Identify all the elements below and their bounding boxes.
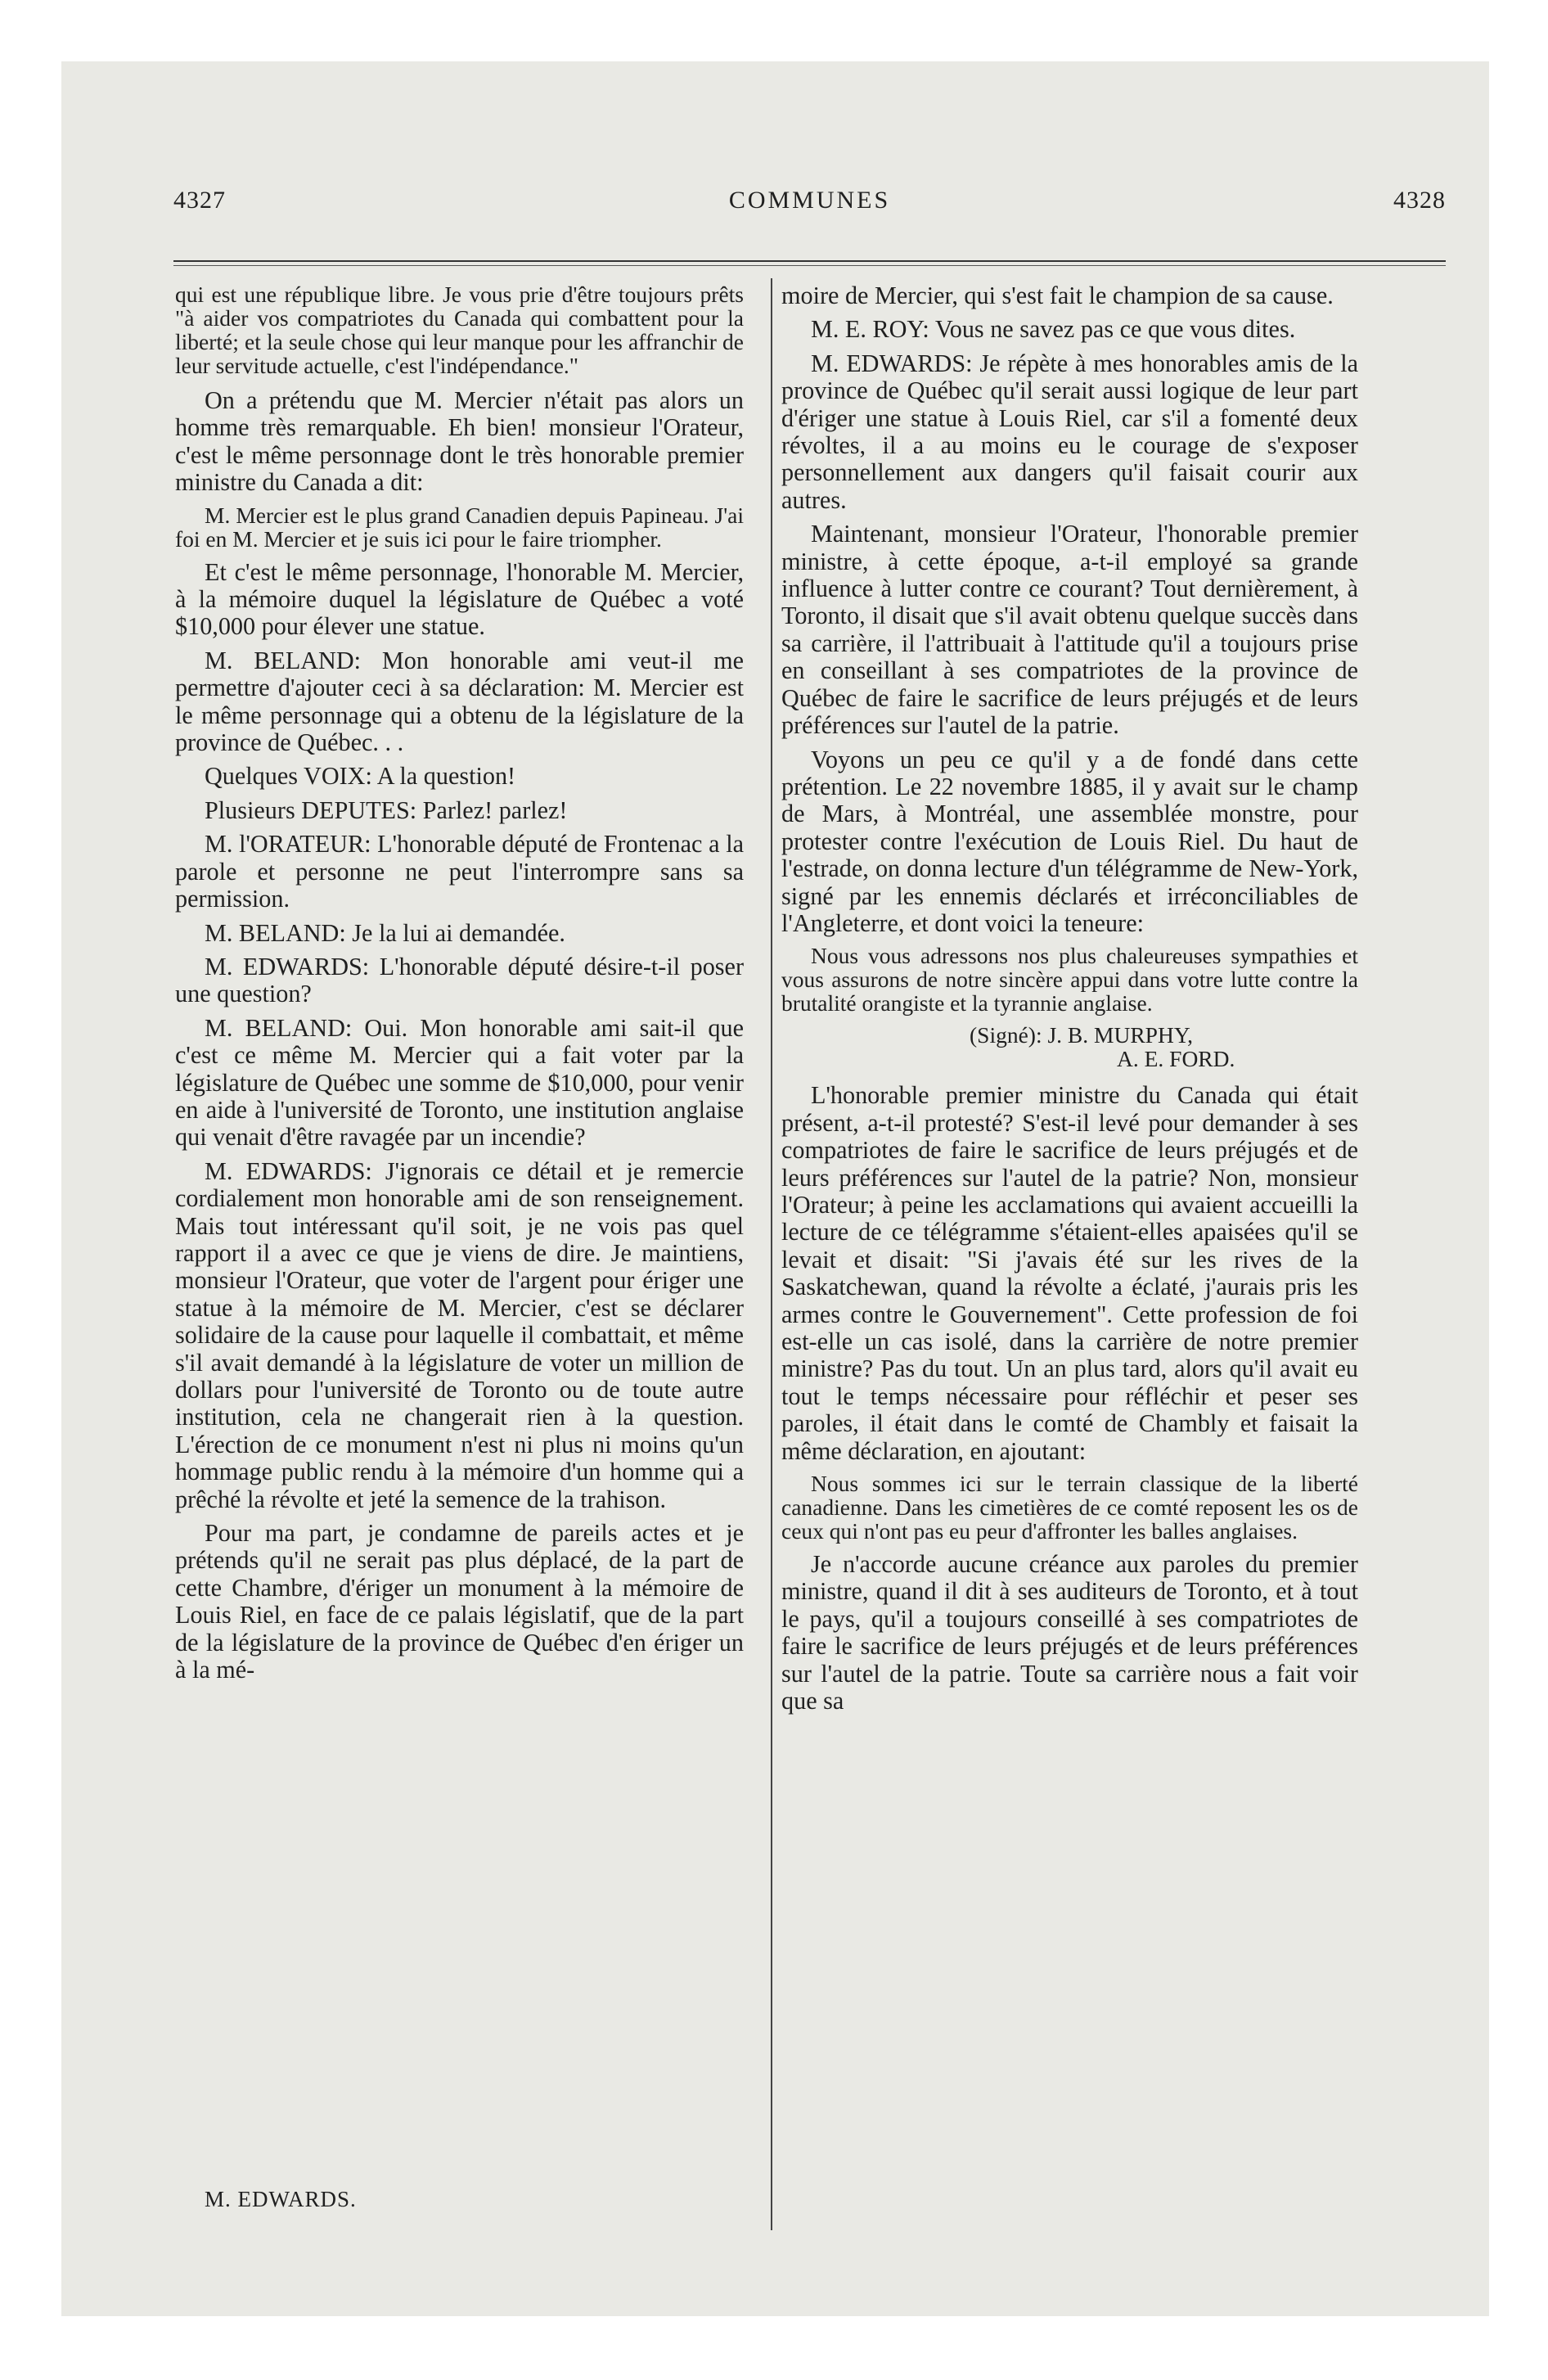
paragraph: Pour ma part, je condamne de pareils actes et je prétends qu'il ne serait pas plus déplacé, de la part de cette Chambre, d'ériger un monument à la mémoire de Louis Riel, en face de ce palais législatif, que de la part de la législature de la province de Québec d'en ériger un à la mé- — [175, 1519, 744, 1684]
page-number-right: 4328 — [1393, 187, 1446, 214]
paragraph: L'honorable premier ministre du Canada qui était présent, a-t-il protesté? S'est-il levé pour demander à ses compatriotes de faire le sacrifice de leurs préjugés et de leurs préférences sur l'autel de la patrie? Non, monsieur l'Orateur; à peine les acclamations qui avaient accueilli la lecture de ce télégramme s'étaient-elles apaisées qu'il se levait et disait: "Si j'avais été sur les rives de la Saskatchewan, quand la révolte a éclaté, j'aurais pris les armes contre le Gouvernement". Cette profession de foi est-elle un cas isolé, dans la carrière de notre premier ministre? Pas du tout. Un an plus tard, alors qu'il avait eu tout le temps nécessaire pour réfléchir et peser ses paroles, il était dans le comté de Chambly et faisait la même déclaration, en ajoutant: — [781, 1081, 1358, 1465]
paragraph: Maintenant, monsieur l'Orateur, l'honorable premier ministre, à cette époque, a-t-il employé sa grande influence à lutter contre ce courant? Tout dernièrement, à Toronto, il disait que s'il avait obtenu quelque succès dans sa carrière, il l'attribuait à l'attitude qu'il a toujours prise en conseillant à ses compatriotes de la province de Québec de faire le sacrifice de leurs préjugés et de leurs préférences sur l'autel de la patrie. — [781, 520, 1358, 740]
page-header — [173, 187, 1446, 228]
paragraph: Quelques VOIX: A la question! — [205, 762, 516, 791]
continued-speaker: M. EDWARDS. — [205, 2187, 357, 2211]
paragraph: On a prétendu que M. Mercier n'était pas alors un homme très remarquable. Eh bien! monsieur l'Orateur, c'est le même personnage dont le très honorable premier ministre du Canada a dit: — [175, 386, 744, 497]
paragraph: M. EDWARDS: L'honorable député désire-t-il poser une question? — [175, 952, 744, 1008]
signature-line: A. E. FORD. — [1117, 1046, 1235, 1072]
block-quote: Nous vous adressons nos plus chaleureuses sympathies et vous assurons de notre sincère appui dans votre lutte contre la brutalité orangiste et la tyrannie anglaise. — [781, 943, 1358, 1016]
paragraph: Je n'accorde aucune créance aux paroles du premier ministre, quand il dit à ses auditeurs de Toronto, et à tout le pays, qu'il a toujours conseillé à ses compatriotes de faire le sacrifice de leurs préjugés et de leurs préférences sur l'autel de la patrie. Toute sa carrière nous a fait voir que sa — [781, 1550, 1358, 1715]
paragraph: M. BELAND: Oui. Mon honorable ami sait-il que c'est ce même M. Mercier qui a fait voter par la législature de Québec une somme de $10,000, pour venir en aide à l'université de Toronto, une institution anglaise qui venait d'être ravagée par un incendie? — [175, 1013, 744, 1152]
paragraph: qui est une république libre. Je vous prie d'être toujours prêts "à aider vos compatriotes du Canada qui combattent pour la liberté; et la seule chose qui leur manque pour les affranchir de leur servitude actuelle, c'est l'indépendance." — [175, 282, 744, 378]
paragraph: M. EDWARDS: J'ignorais ce détail et je remercie cordialement mon honorable ami de son renseignement. Mais tout intéressant qu'il soit, je ne vois pas quel rapport il a avec ce que je viens de dire. Je maintiens, monsieur l'Orateur, que voter de l'argent pour ériger une statue à la mémoire de M. Mercier, c'est se déclarer solidaire de la cause pour laquelle il combattait, et même s'il avait demandé à la législature de voter un million de dollars pour l'université de Toronto ou de toute autre institution, cela ne changerait rien à la question. L'érection de ce monument n'est ni plus ni moins qu'un hommage public rendu à la mémoire d'un homme qui a prêché la révolte et jeté la semence de la trahison. — [175, 1156, 744, 1513]
header-rule-thin — [173, 265, 1446, 266]
left-column — [175, 282, 744, 1690]
column-divider — [771, 278, 772, 2230]
paragraph: moire de Mercier, qui s'est fait le champion de sa cause. — [781, 282, 1334, 309]
paragraph: M. l'ORATEUR: L'honorable député de Frontenac a la parole et personne ne peut l'interrompre sans sa permission. — [175, 830, 744, 913]
block-quote: Nous sommes ici sur le terrain classique de la liberté canadienne. Dans les cimetières de ce comté reposent les os de ceux qui n'ont pas eu peur d'affronter les balles anglaises. — [781, 1471, 1358, 1544]
paragraph: M. BELAND: Je la lui ai demandée. — [205, 918, 565, 947]
right-column — [781, 282, 1358, 1721]
block-quote: M. Mercier est le plus grand Canadien depuis Papineau. J'ai foi en M. Mercier et je suis ici pour le faire triompher. — [175, 502, 744, 552]
paragraph: M. E. ROY: Vous ne savez pas ce que vous dites. — [811, 315, 1296, 344]
page-number-left: 4327 — [173, 187, 226, 214]
paragraph: M. EDWARDS: Je répète à mes honorables amis de la province de Québec qu'il serait aussi logique de leur part d'ériger une statue à Louis Riel, car s'il a fomenté deux révoltes, il a au moins eu le courage de s'exposer personnellement aux dangers qu'il faisait courir aux autres. — [781, 349, 1358, 514]
header-rule — [173, 260, 1446, 262]
signature-block — [781, 1023, 1358, 1071]
paragraph: Voyons un peu ce qu'il y a de fondé dans cette prétention. Le 22 novembre 1885, il y avait sur le champ de Mars, à Montréal, une assemblée monstre, pour protester contre l'exécution de Louis Riel. Du haut de l'estrade, on donna lecture d'un télégramme de New-York, signé par les ennemis déclarés et irréconciliables de l'Angleterre, et dont voici la teneure: — [781, 745, 1358, 937]
paragraph: Plusieurs DEPUTES: Parlez! parlez! — [205, 796, 568, 824]
running-title: COMMUNES — [728, 187, 891, 214]
paragraph: Et c'est le même personnage, l'honorable M. Mercier, à la mémoire duquel la législature de Québec a voté $10,000 pour élever une statue. — [175, 557, 744, 641]
paragraph: M. BELAND: Mon honorable ami veut-il me permettre d'ajouter ceci à sa déclaration: M. Mercier est le même personnage qui a obtenu de la législature de la province de Québec. . . — [175, 646, 744, 757]
signature-line: (Signé): J. B. MURPHY, — [970, 1022, 1194, 1048]
